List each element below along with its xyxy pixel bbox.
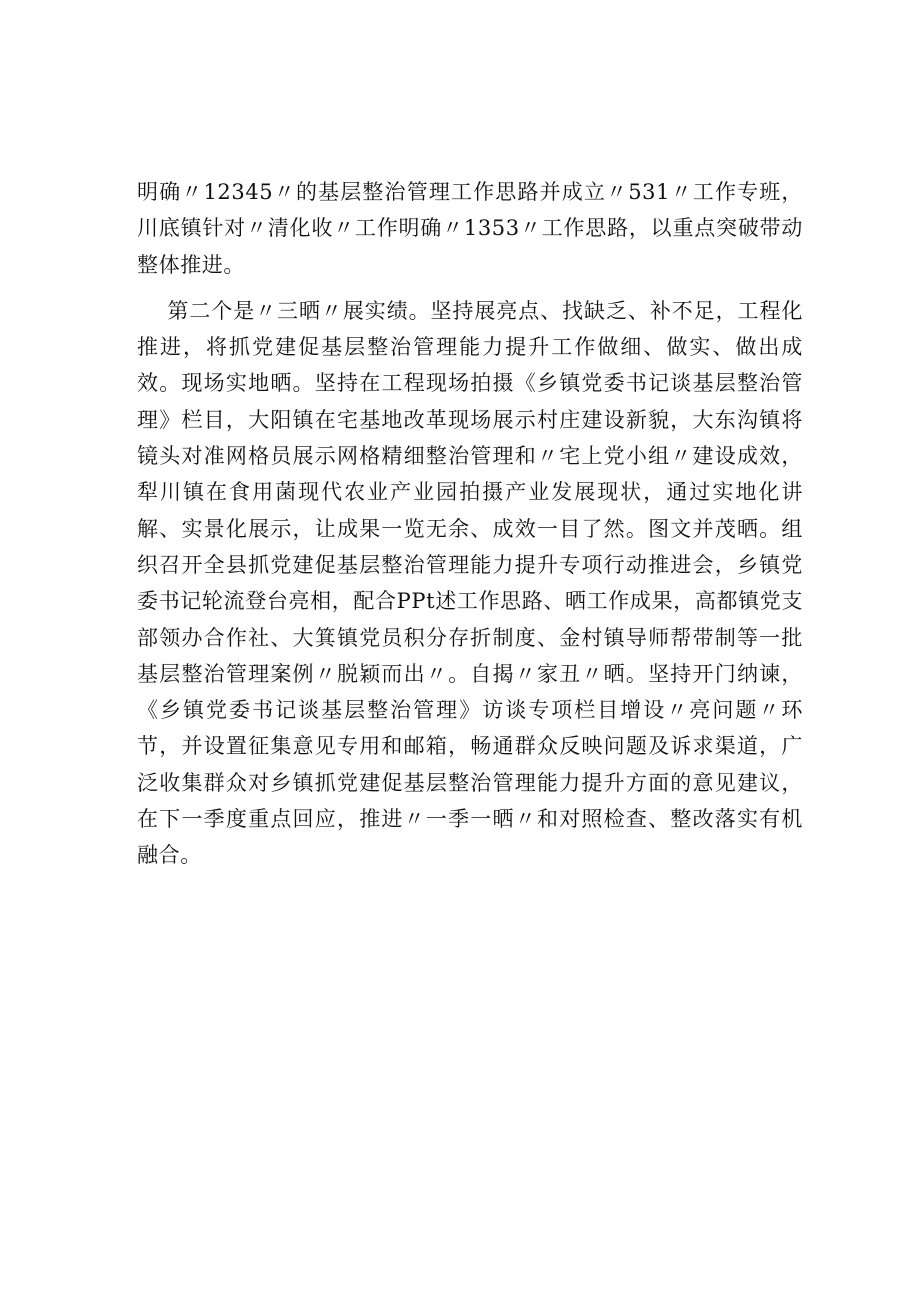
paragraph-1: 明确〃12345〃的基层整治管理工作思路并成立〃531〃工作专班，川底镇针对〃清化收〃工作明确〃1353〃工作思路，以重点突破带动整体推进。 — [137, 180, 803, 277]
paragraph-2: 第二个是〃三晒〃展实绩。坚持展亮点、找缺乏、补不足，工程化推进，将抓党建促基层整治管理能力提升工作做细、做实、做出成效。现场实地晒。坚持在工程现场拍摄《乡镇党委书记谈基层整治管理》栏目，大阳镇在宅基地改革现场展示村庄建设新貌，大东沟镇将镜头对准网格员展示网格精细整治管理和〃宅上党小组〃建设成效，犁川镇在食用菌现代农业产业园拍摄产业发展现状，通过实地化讲解、实景化展示，让成果一览无余、成效一目了然。图文并茂晒。组织召开全县抓党建促基层整治管理能力提升专项行动推进会，乡镇党委书记轮流登台亮相，配合PPt述工作思路、晒工作成果，高都镇党支部领办合作社、大箕镇党员积分存折制度、金村镇导师帮带制等一批基层整治管理案例〃脱颖而出〃。自揭〃家丑〃晒。坚持开门纳谏，《乡镇党委书记谈基层整治管理》访谈专项栏目增设〃亮问题〃环节，并设置征集意见专用和邮箱，畅通群众反映问题及诉求渠道，广泛收集群众对乡镇抓党建促基层整治管理能力提升方面的意见建议，在下一季度重点回应，推进〃一季一晒〃和对照检查、整改落实有机融合。 — [137, 298, 803, 868]
document-body — [137, 174, 803, 874]
